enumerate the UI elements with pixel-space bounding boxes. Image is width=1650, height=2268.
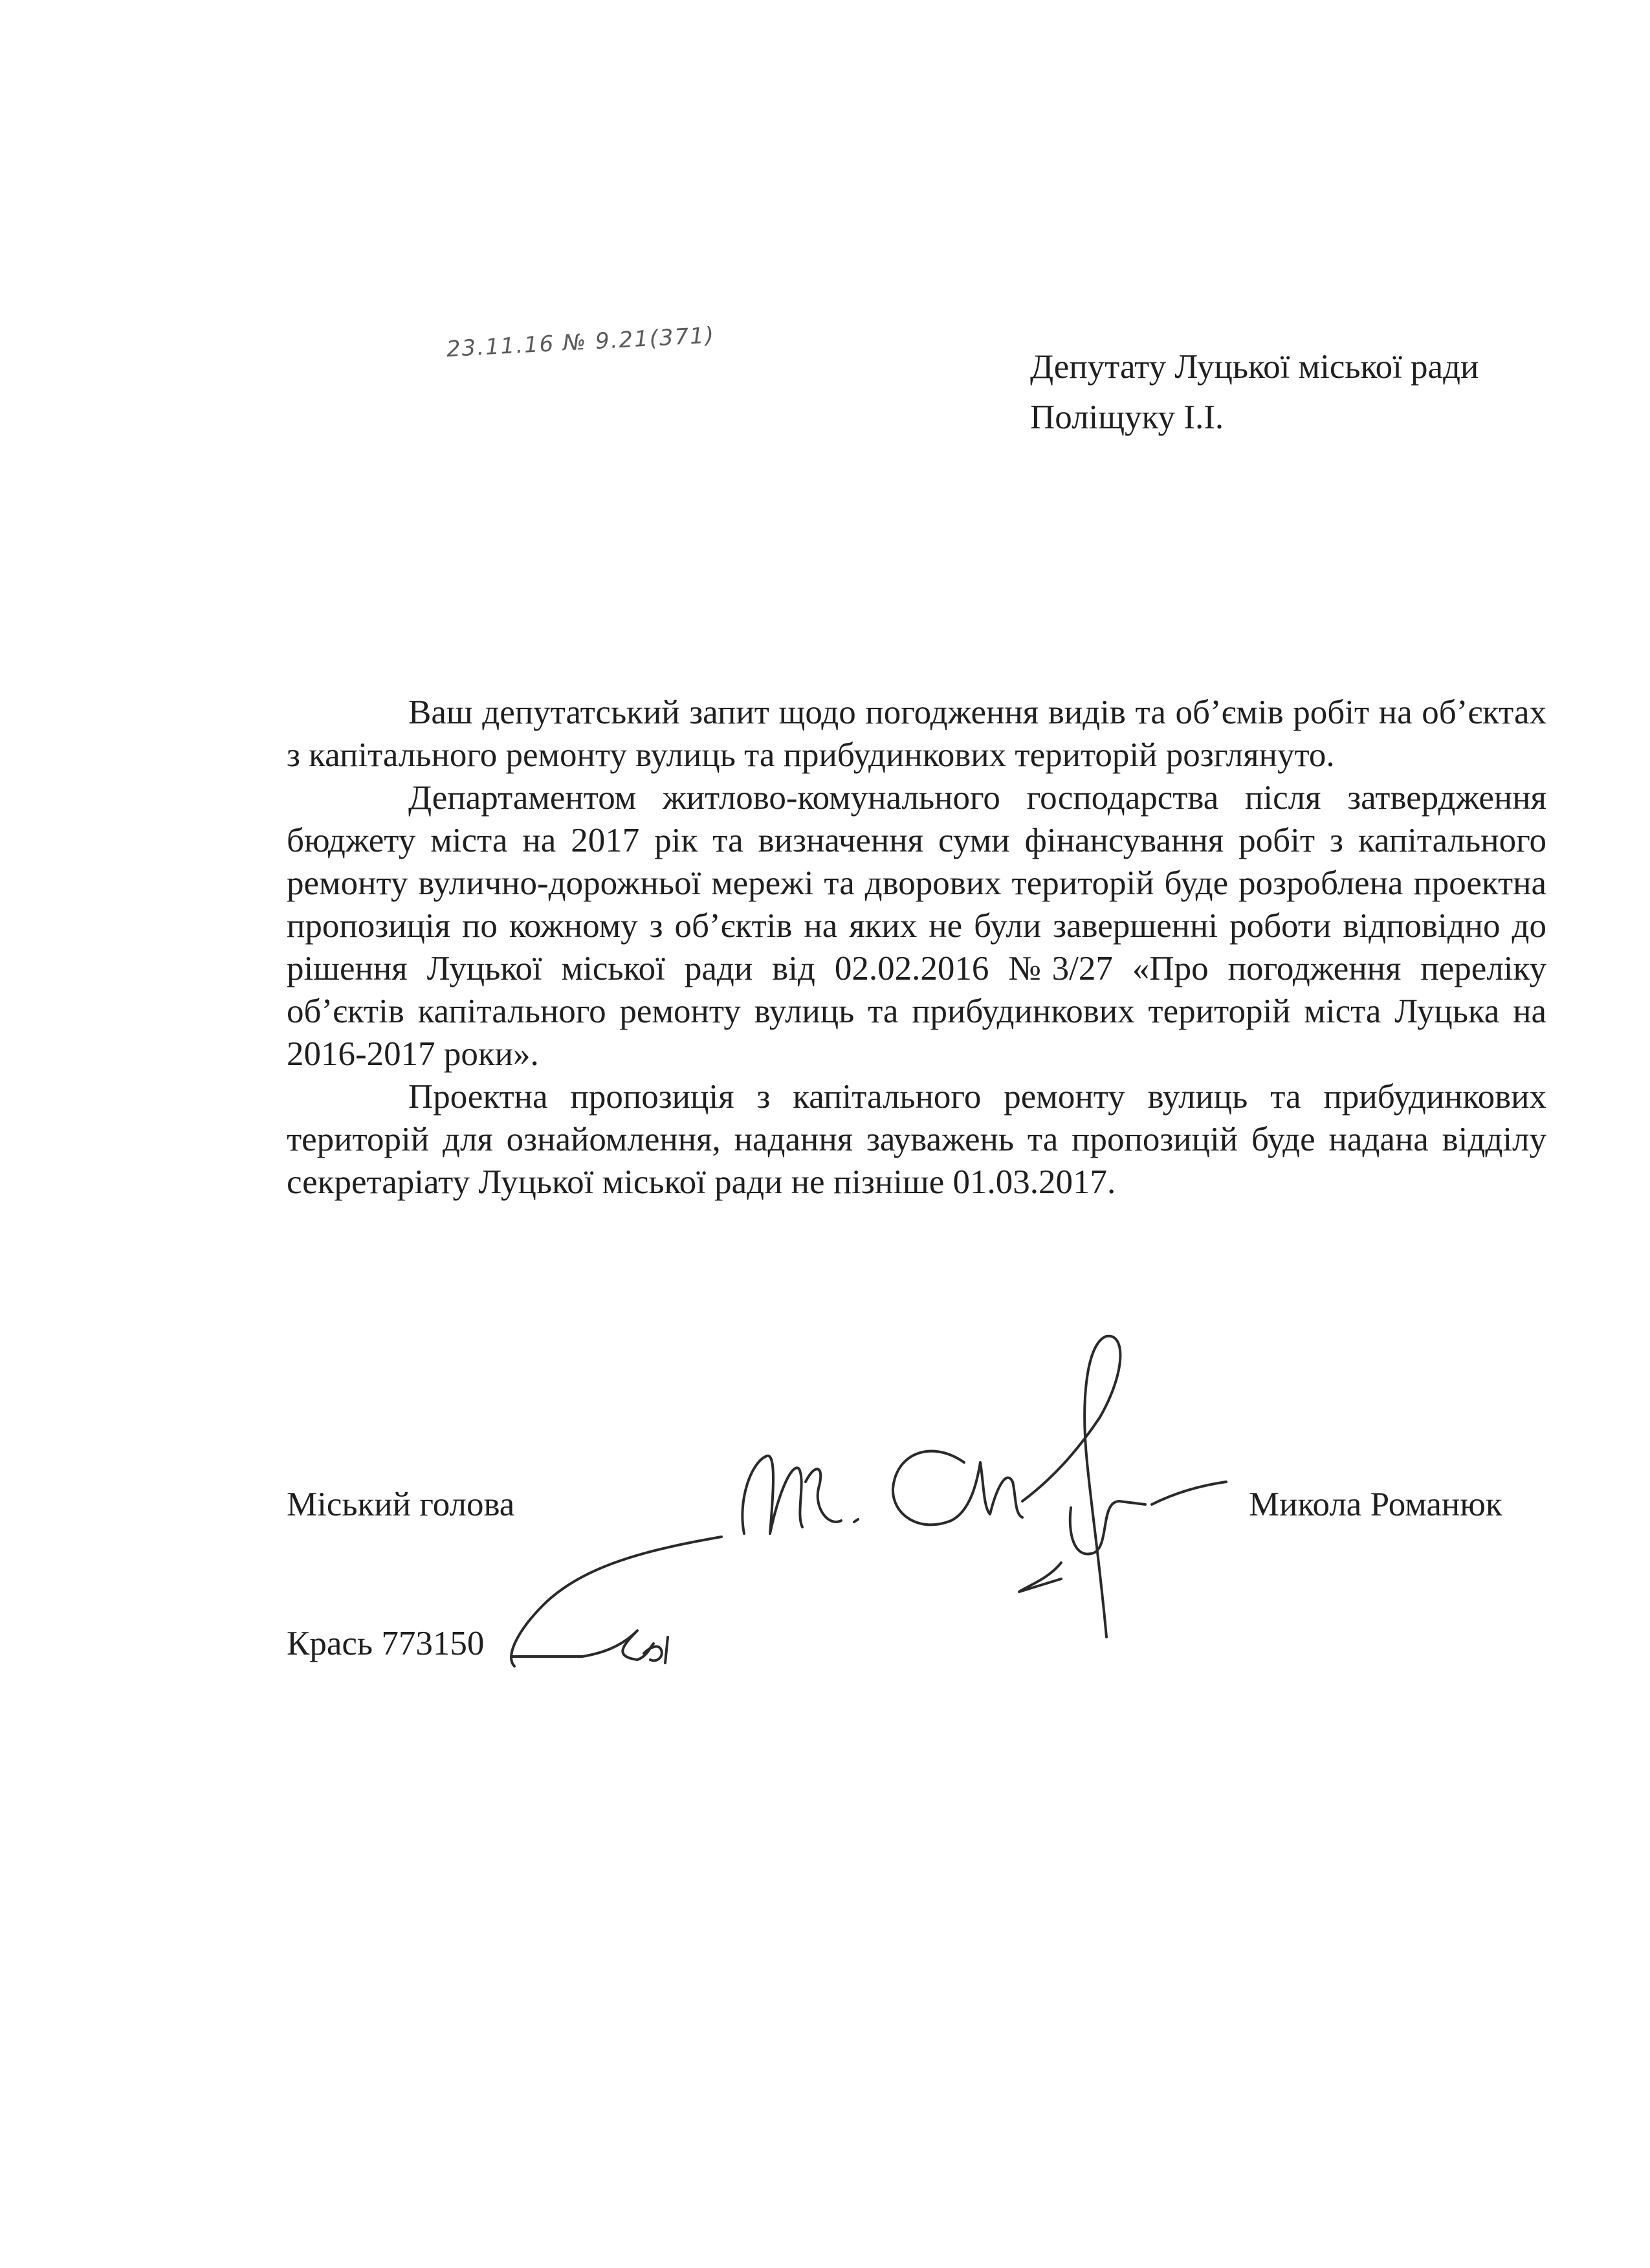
signature-stroke-3: [854, 1519, 858, 1522]
signature-stroke-1: [742, 1456, 802, 1534]
executor-signature-stroke-3: [665, 1637, 668, 1663]
paragraph-1: Ваш депутатський запит щодо погодження видів та об’ємів робіт на об’єктах з капітального ремонту вулиць та прибудинкових територій розглянуто.: [287, 694, 1546, 774]
letter-body: [287, 691, 1546, 1204]
executor-line: Крась 773150: [287, 1625, 485, 1662]
signatory-title: Міський голова: [287, 1486, 515, 1523]
signatory-name: Микола Романюк: [1249, 1486, 1502, 1523]
executor-signature-stroke-1: [511, 1631, 654, 1660]
signature-stroke-6: [1019, 1563, 1061, 1592]
registration-note: 23.11.16 № 9.21(371): [445, 322, 716, 362]
addressee-block: [1030, 342, 1479, 443]
addressee-line-1: Депутату Луцької міської ради: [1030, 348, 1479, 386]
signature-stroke-4: [893, 1451, 1022, 1525]
addressee-line-2: Поліщуку І.І.: [1030, 399, 1224, 436]
signature-stroke-5: [1022, 1336, 1120, 1637]
executor-signature-stroke-2: [644, 1647, 662, 1661]
signature-stroke-2: [806, 1469, 841, 1522]
paragraph-2: Департаментом житлово-комунального господарства після затвердження бюджету міста на 2017 рік та визначення суми фінансування робіт з капітального ремонту вулично-дорожньої мережі та дворових територій буде розроблена проектна пропозиція по кожному з об’єктів на яких не були завершенні роботи відповідно до рішення Луцької міської ради від 02.02.2016 №3/27 «Про погодження переліку об’єктів капітального ремонту вулиць та прибудинкових територій міста Луцька на 2016-2017 роки».: [287, 779, 1546, 1073]
signature-stroke-9: [511, 1537, 721, 1666]
signature-stroke-8: [1152, 1482, 1226, 1504]
signature-stroke-7: [1070, 1501, 1145, 1554]
paragraph-3: Проектна пропозиція з капітального ремонту вулиць та прибудинкових територій для ознайомлення, надання зауважень та пропозицій буде надана відділу секретаріату Луцької міської ради не пізніше 01.03.2017.: [287, 1078, 1546, 1201]
